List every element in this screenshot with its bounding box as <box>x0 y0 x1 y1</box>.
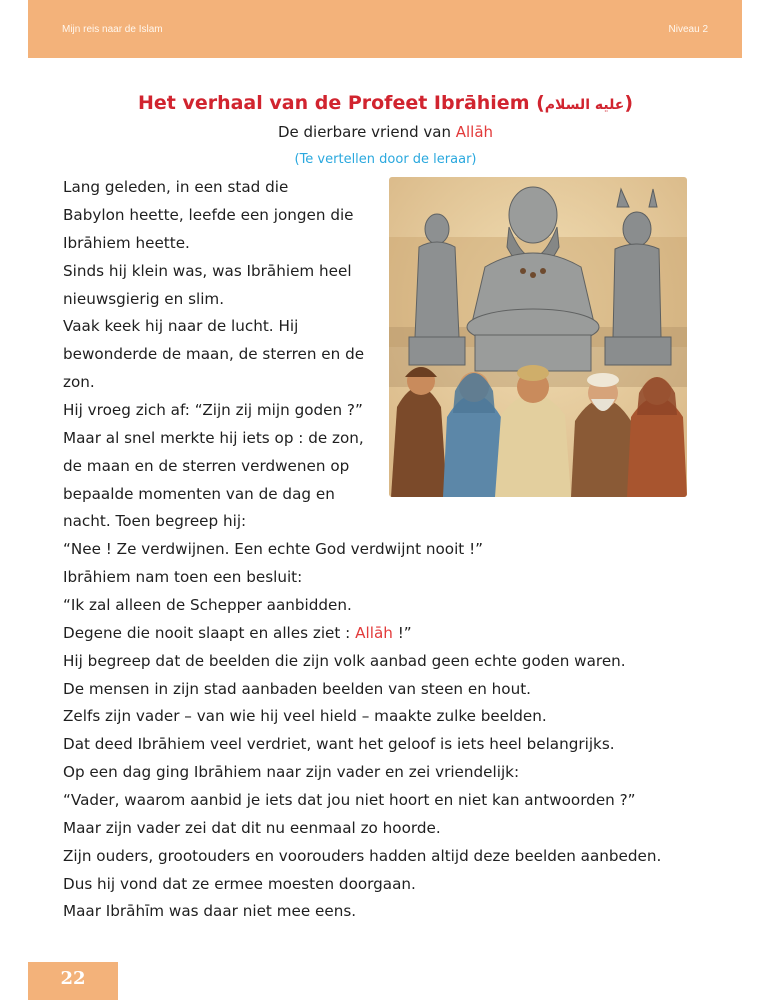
subtitle <box>0 123 771 141</box>
story-line: nieuwsgierig en slim. <box>63 290 225 308</box>
illustration-people-before-statues-icon <box>389 177 687 497</box>
story-line: nacht. Toen begreep hij: <box>63 512 247 530</box>
subtitle-prefix: De dierbare vriend van <box>277 123 456 141</box>
allah-line-highlight: Allāh <box>355 624 393 642</box>
story-line: Ibrāhiem nam toen een besluit: <box>63 568 303 586</box>
level-label: Niveau 2 <box>668 24 708 35</box>
story-line: Maar zijn vader zei dat dit nu eenmaal zo hoorde. <box>63 819 441 837</box>
story-line: zon. <box>63 373 95 391</box>
story-line: “Vader, waarom aanbid je iets dat jou niet hoort en niet kan antwoorden ?” <box>63 791 636 809</box>
story-line: Zelfs zijn vader – van wie hij veel hield – maakte zulke beelden. <box>63 707 547 725</box>
story-line: Dus hij vond dat ze ermee moesten doorgaan. <box>63 875 416 893</box>
story-line: Vaak keek hij naar de lucht. Hij <box>63 317 299 335</box>
story-line: De mensen in zijn stad aanbaden beelden van steen en hout. <box>63 680 532 698</box>
story-line: Zijn ouders, grootouders en voorouders hadden altijd deze beelden aanbeden. <box>63 847 662 865</box>
story-line: Hij vroeg zich af: “Zijn zij mijn goden ?” <box>63 401 363 419</box>
story-line: Op een dag ging Ibrāhiem naar zijn vader en zei vriendelijk: <box>63 763 520 781</box>
story-line: Maar Ibrāhīm was daar niet mee eens. <box>63 902 357 920</box>
allah-line-suffix: !” <box>392 624 412 642</box>
story-line: bewonderde de maan, de sterren en de <box>63 345 365 363</box>
book-title: Mijn reis naar de Islam <box>62 24 163 35</box>
story-line: bepaalde momenten van de dag en <box>63 485 335 503</box>
title-arabic: عليه السلام <box>544 97 625 113</box>
title-main: Het verhaal van de Profeet Ibrāhiem ( <box>137 92 545 114</box>
page-title <box>0 92 771 114</box>
story-line: Hij begreep dat de beelden die zijn volk aanbad geen echte goden waren. <box>63 652 626 670</box>
page-number: 22 <box>28 962 118 1000</box>
allah-line-prefix: Degene die nooit slaapt en alles ziet : <box>63 624 356 642</box>
story-line-allah <box>63 624 412 642</box>
subtitle-highlight: Allāh <box>455 123 494 141</box>
story-line: de maan en de sterren verdwenen op <box>63 457 350 475</box>
story-line: “Nee ! Ze verdwijnen. Een echte God verdwijnt nooit !” <box>63 540 484 558</box>
title-close: ) <box>624 92 634 114</box>
story-line: Maar al snel merkte hij iets op : de zon, <box>63 429 364 447</box>
story-line: Lang geleden, in een stad die <box>63 178 289 196</box>
story-line: “Ik zal alleen de Schepper aanbidden. <box>63 596 352 614</box>
story-line: Dat deed Ibrāhiem veel verdriet, want het geloof is iets heel belangrijks. <box>63 735 615 753</box>
story-line: Sinds hij klein was, was Ibrāhiem heel <box>63 262 352 280</box>
header-bar <box>28 0 742 58</box>
teacher-note: (Te vertellen door de leraar) <box>294 152 477 167</box>
story-line: Ibrāhiem heette. <box>63 234 190 252</box>
story-line: Babylon heette, leefde een jongen die <box>63 206 354 224</box>
